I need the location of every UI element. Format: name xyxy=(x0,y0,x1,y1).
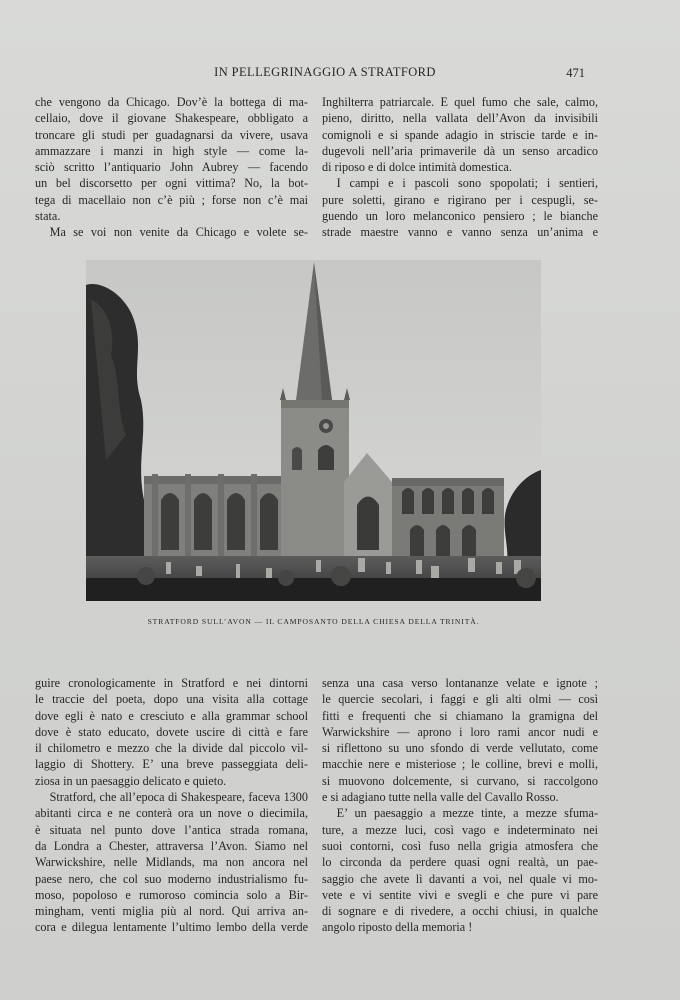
text-line: Warwickshire, nelle Midlands, ma non ancora nel xyxy=(35,855,308,870)
text-line: è situata nel punto dove l’antica strada romana, xyxy=(35,822,308,837)
text-line: si muovono dolcemente, si curvano, si raccolgono xyxy=(322,773,598,788)
text-line: ziosa in un paesaggio delicato e quieto. xyxy=(35,773,227,788)
text-line: stata. xyxy=(35,209,61,224)
text-line: dove egli è nato e cresciuto e alla grammar school xyxy=(35,708,308,723)
text-line: le quercie secolari, i faggi e gli alti olmi — così xyxy=(322,692,598,707)
text-line: ammazzare i manzi in high style — come la- xyxy=(35,143,308,158)
text-line: Ma se voi non venite da Chicago e volete se- xyxy=(49,225,308,240)
text-line: guire cronologicamente in Stratford e nei dintorni xyxy=(35,676,308,690)
text-column-bottom-right xyxy=(322,675,598,936)
text-line: di riposo e di dolce intimità domestica. xyxy=(322,160,512,175)
text-line: di sognare e di rivedere, a occhi chiusi, in qualche xyxy=(322,904,598,919)
text-line: senza una casa verso lontananze velate e ignote ; xyxy=(322,676,598,690)
running-title: IN PELLEGRINAGGIO A STRATFORD xyxy=(214,65,436,79)
text-line: un bel discorsetto per ogni vittima? No, la bot- xyxy=(35,176,308,191)
text-line: e si adagiano tutte nella valle del Cavallo Rosso. xyxy=(322,790,559,805)
text-line: tega di macellaio non c’è più ; forse non c’è mai xyxy=(35,192,308,207)
page-number: 471 xyxy=(566,66,585,80)
text-line: troncare gli studi per guadagnarsi da vivere, usava xyxy=(35,127,308,142)
text-line: si riflettono su uno sfondo di verde vellutato, come xyxy=(322,741,598,756)
text-line: dugevoli nell’aria primaverile dà un senso arcadico xyxy=(322,143,598,158)
text-line: che vengono da Chicago. Dov’è la bottega di ma- xyxy=(35,95,308,109)
text-line: saggio che avete lì davanti a voi, nel quale vi mo- xyxy=(322,871,598,886)
text-line: suoi contorni, così fuso nella grigia atmosfera che xyxy=(322,838,598,853)
text-column-bottom-left xyxy=(35,675,308,936)
text-line: I campi e i pascoli sono spopolati; i sentieri, xyxy=(336,176,598,191)
figure-caption: STRATFORD SULL’AVON — IL CAMPOSANTO DELLA CHIESA DELLA TRINITÀ. xyxy=(147,617,480,626)
text-line: ture, a mezze luci, così vago e indeterminato nei xyxy=(322,822,598,837)
text-line: Warwickshire — aprono i loro rami ancor nudi e xyxy=(322,724,598,739)
text-line: macchie nere e misteriose ; le colline, brevi e molli, xyxy=(322,757,598,772)
text-line: paese nero, che col suo moderno industrialismo fu- xyxy=(35,871,308,886)
text-line: fitti e frequenti che si chiamano la gramigna del xyxy=(322,708,598,723)
text-line: laggio di Shottery. E’ una breve passeggiata deli- xyxy=(35,757,308,772)
text-line: angolo riposto della memoria ! xyxy=(322,920,473,935)
text-line: cellaio, dove il giovane Shakespeare, obbligato a xyxy=(35,111,308,126)
text-line: lo circonda da perdere quasi ogni realtà, un pae- xyxy=(322,855,598,870)
text-line: pieno, diritto, nella vallata dell’Avon da invisibili xyxy=(322,111,598,126)
text-column-top-left xyxy=(35,94,308,241)
text-line: vete e vi sentite vivi e svegli e che pure vi pare xyxy=(322,887,598,902)
text-line: moso, popoloso e rumoroso comincia solo a Bir- xyxy=(35,887,308,902)
text-line: comignoli e si spande adagio in striscie tarde e in- xyxy=(322,127,598,142)
text-column-top-right xyxy=(322,94,598,241)
text-line: sciò scritto l’antiquario John Aubrey — facendo xyxy=(35,160,308,175)
church-photograph xyxy=(86,260,541,601)
text-line: pure soletti, girano e rigirano per i cespugli, se- xyxy=(322,192,598,207)
text-line: il chilometro e mezzo che la divide dal piccolo vil- xyxy=(35,741,308,756)
text-line: abitanti circa e ne conterà ora un nove o diecimila, xyxy=(35,806,308,821)
text-line: Inghilterra patriarcale. E quel fumo che sale, calmo, xyxy=(322,95,598,109)
text-line: le traccie del poeta, dopo una visita alla cottage xyxy=(35,692,308,707)
text-line: strade maestre vanno e vanno senza un’anima e xyxy=(322,225,598,240)
text-line: E’ un paesaggio a mezze tinte, a mezze sfuma- xyxy=(336,806,598,821)
text-line: cora e dilegua lentamente l’ultimo lembo della verde xyxy=(35,920,308,935)
text-line: dove è stato educato, dovete uscire di città e fare xyxy=(35,724,308,739)
text-line: Stratford, che all’epoca di Shakespeare, faceva 1300 xyxy=(49,790,308,805)
text-line: da Londra a Chester, attraversa l’Avon. Siamo nel xyxy=(35,838,308,853)
text-line: mingham, venti miglia più al nord. Qui arriva an- xyxy=(35,904,308,919)
text-line: guendo un loro melanconico pensiero ; le bianche xyxy=(322,209,598,224)
